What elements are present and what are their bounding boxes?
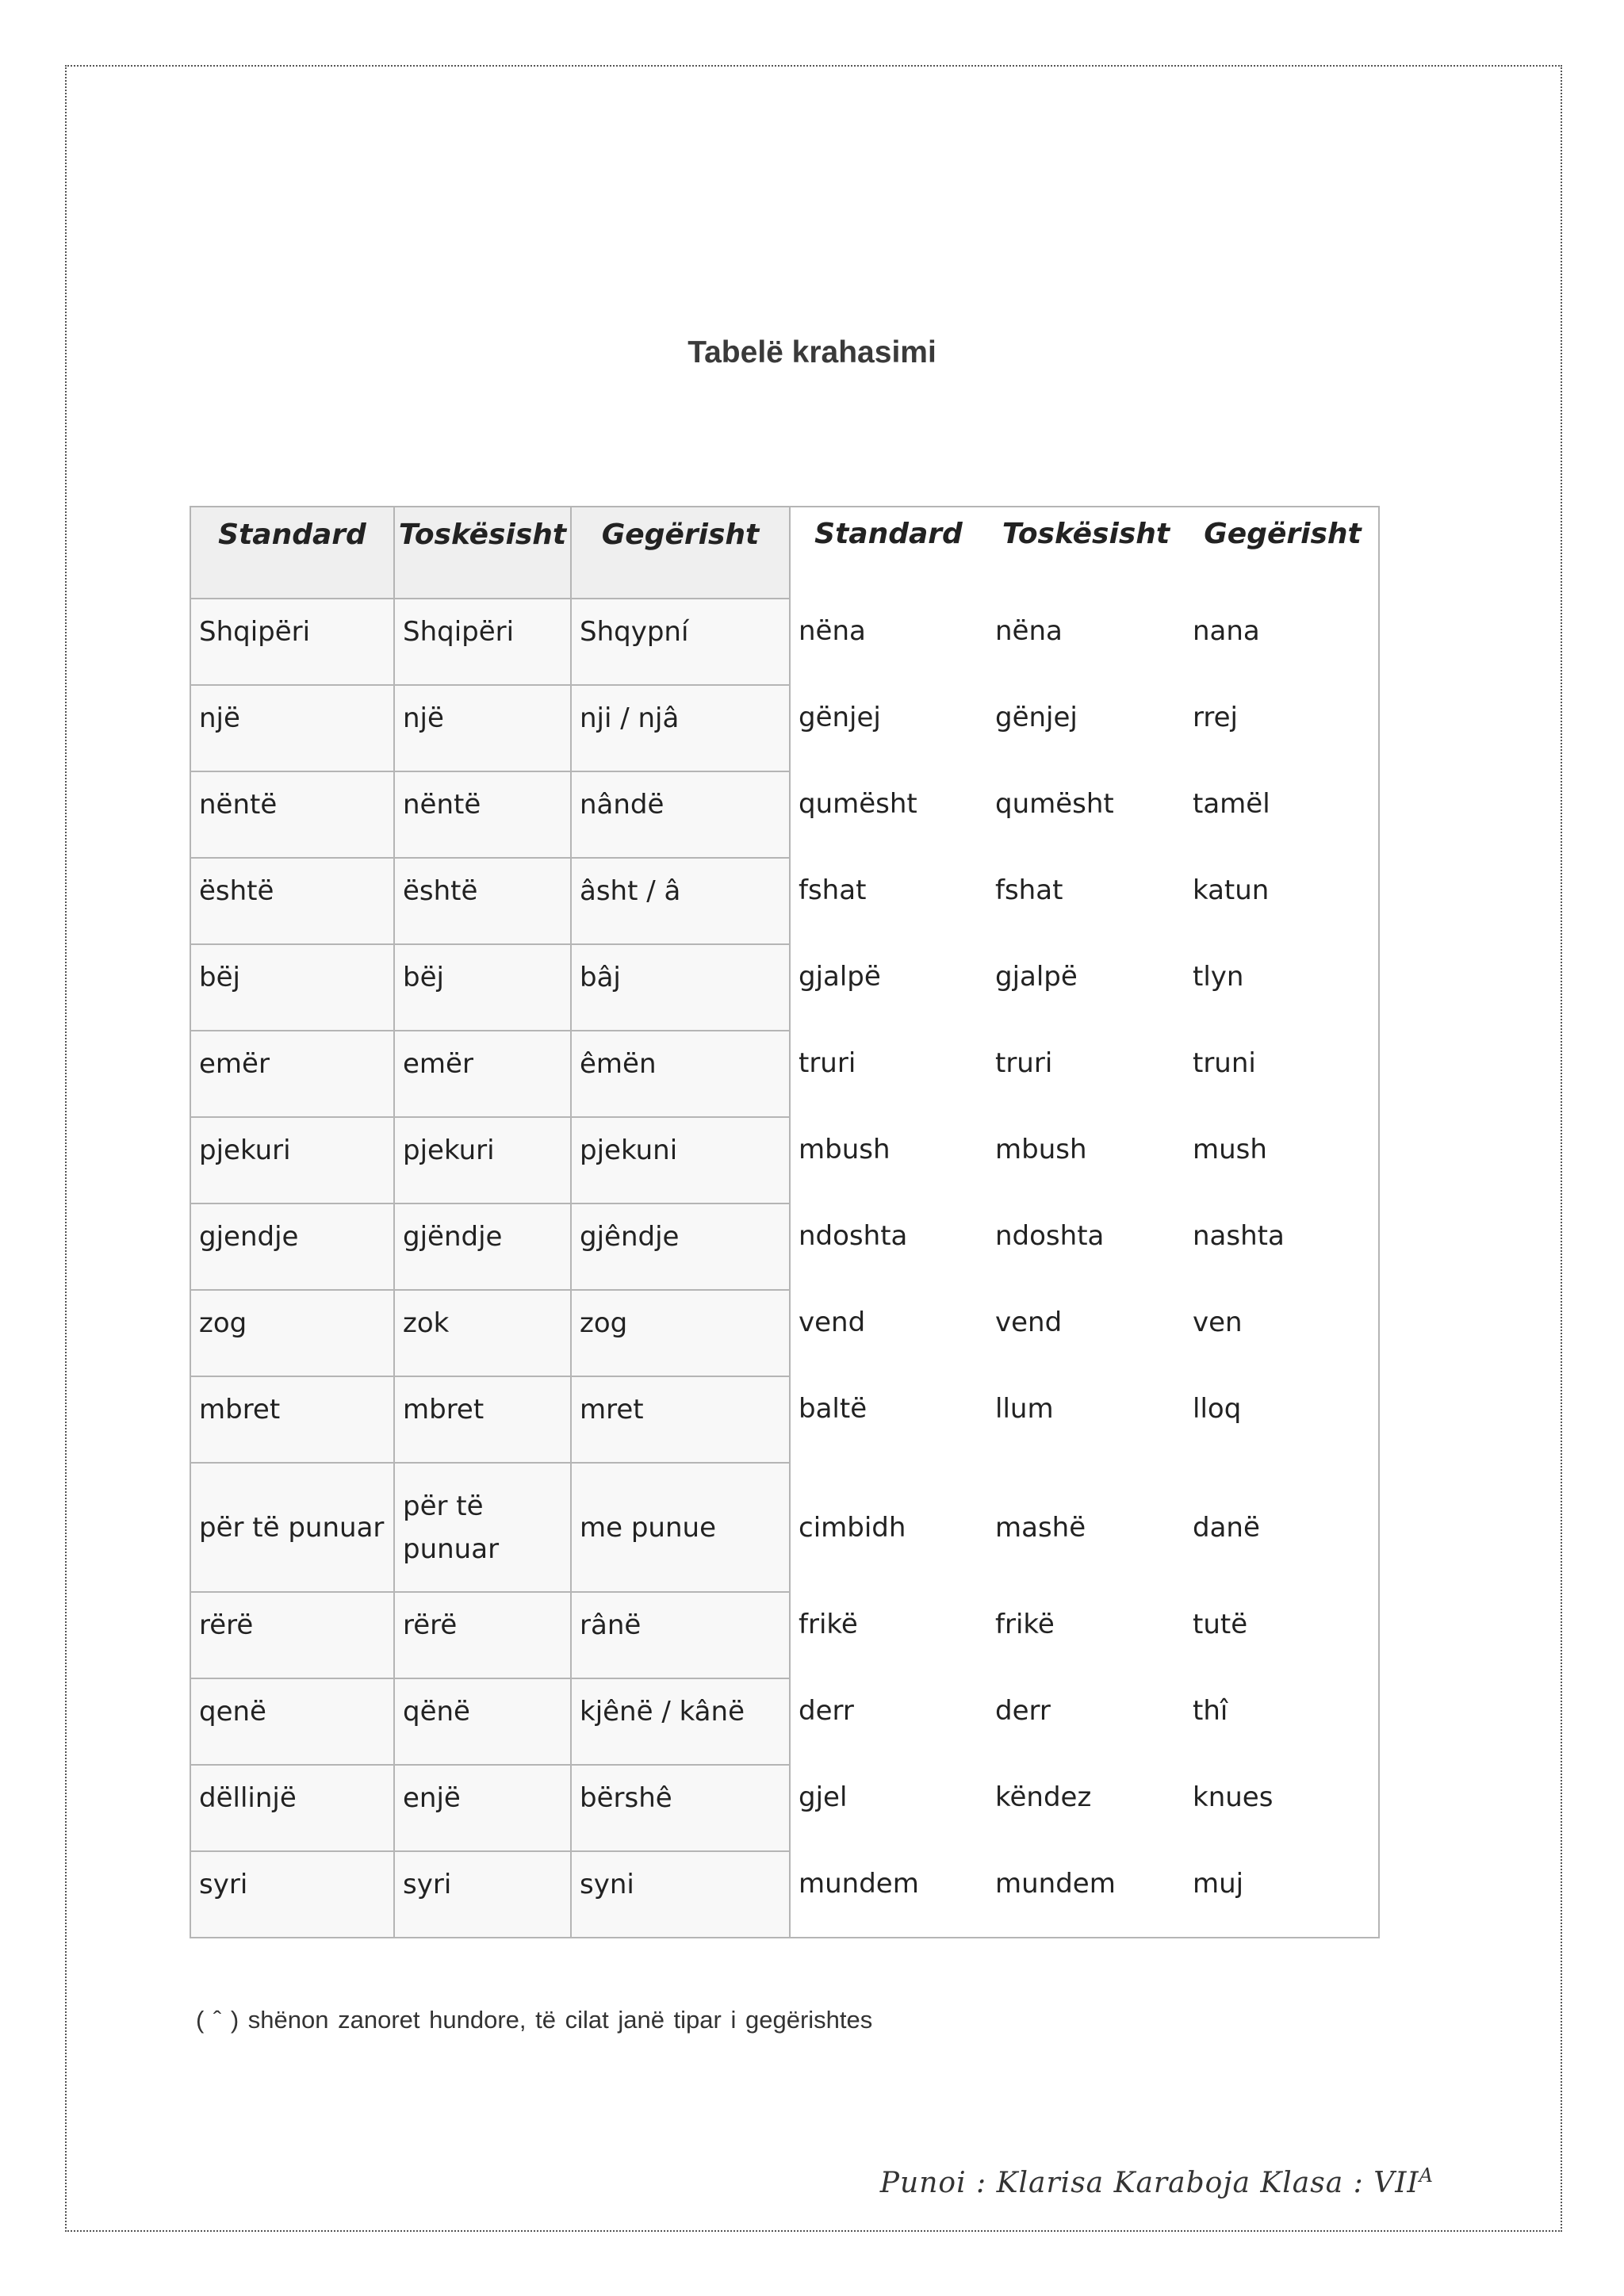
table-cell: qumësht [987,771,1185,858]
table-row [190,685,1381,771]
table-cell: gënjej [987,685,1185,771]
header-toskesisht-2: Toskësisht [987,507,1185,599]
table-row [190,1765,1381,1851]
signature-superscript: A [1419,2164,1434,2187]
table-cell: nashta [1185,1203,1381,1290]
table-row [190,1203,1381,1290]
table-cell: enjë [394,1765,571,1851]
table-row [190,944,1381,1031]
table-cell: pjekuri [190,1117,394,1203]
table-row [190,1851,1381,1938]
table-cell: mbush [987,1117,1185,1203]
table-cell: knues [1185,1765,1381,1851]
table-row [190,858,1381,944]
table-cell: mbret [394,1376,571,1463]
table-cell: gënjej [790,685,987,771]
table-cell: zog [190,1290,394,1376]
table-cell: mashë [987,1463,1185,1592]
header-gegerisht-2: Gegërisht [1185,507,1381,599]
table-cell: është [190,858,394,944]
table-cell: syri [190,1851,394,1938]
table-cell: muj [1185,1851,1381,1938]
table-cell: truni [1185,1031,1381,1117]
table-cell: llum [987,1376,1185,1463]
table-cell: për të punuar [394,1463,571,1592]
table-cell: cimbidh [790,1463,987,1592]
table-cell: për të punuar [190,1463,394,1592]
table-cell: qenë [190,1678,394,1765]
table-row [190,1376,1381,1463]
table-cell: zog [571,1290,790,1376]
table-row [190,1290,1381,1376]
table-cell: ndoshta [987,1203,1185,1290]
table-cell: bëj [394,944,571,1031]
table-cell: vend [987,1290,1185,1376]
table-cell: syni [571,1851,790,1938]
table-row [190,1678,1381,1765]
signature-text: Punoi : Klarisa Karaboja Klasa : VII [879,2167,1419,2199]
table-cell: nëntë [394,771,571,858]
table-cell: rrej [1185,685,1381,771]
table-cell: mundem [987,1851,1185,1938]
table-cell: mbret [190,1376,394,1463]
table-cell: êmën [571,1031,790,1117]
table-cell: thî [1185,1678,1381,1765]
table-cell: derr [987,1678,1185,1765]
table-cell: mush [1185,1117,1381,1203]
header-standard-2: Standard [790,507,987,599]
table-row [190,1463,1381,1592]
table-cell: fshat [987,858,1185,944]
table-cell: gjalpë [987,944,1185,1031]
table-cell: ndoshta [790,1203,987,1290]
table-cell: mret [571,1376,790,1463]
table-cell: syri [394,1851,571,1938]
table-cell: gjalpë [790,944,987,1031]
table-cell: gjëndje [394,1203,571,1290]
table-cell: Shqypní [571,599,790,685]
table-cell: kjênë / kânë [571,1678,790,1765]
table-cell: tamël [1185,771,1381,858]
table-cell: katun [1185,858,1381,944]
table-cell: truri [790,1031,987,1117]
table-cell: vend [790,1290,987,1376]
table-cell: këndez [987,1765,1185,1851]
table-cell: danë [1185,1463,1381,1592]
table-cell: zok [394,1290,571,1376]
table-row [190,771,1381,858]
table-cell: emër [190,1031,394,1117]
table-cell: rânë [571,1592,790,1678]
table-cell: bërshê [571,1765,790,1851]
table-cell: mundem [790,1851,987,1938]
table-cell: nëna [790,599,987,685]
table-cell: Shqipëri [190,599,394,685]
table-cell: nândë [571,771,790,858]
table-row [190,599,1381,685]
table-cell: gjendje [190,1203,394,1290]
table-cell: pjekuri [394,1117,571,1203]
table-cell: nji / njâ [571,685,790,771]
table-cell: fshat [790,858,987,944]
table-cell: me punue [571,1463,790,1592]
signature [880,2164,1434,2199]
table-cell: tlyn [1185,944,1381,1031]
table-cell: nana [1185,599,1381,685]
table-cell: bëj [190,944,394,1031]
table-cell: është [394,858,571,944]
header-gegerisht: Gegërisht [571,507,790,599]
table-cell: nëntë [190,771,394,858]
header-standard: Standard [190,507,394,599]
table-cell: një [190,685,394,771]
table-cell: ven [1185,1290,1381,1376]
table-cell: frikë [790,1592,987,1678]
header-toskesisht: Toskësisht [394,507,571,599]
table-row [190,1592,1381,1678]
header-row [190,507,1381,599]
table-cell: gjêndje [571,1203,790,1290]
table-cell: truri [987,1031,1185,1117]
table-cell: pjekuni [571,1117,790,1203]
table-cell: âsht / â [571,858,790,944]
table-cell: gjel [790,1765,987,1851]
table-cell: Shqipëri [394,599,571,685]
table-cell: mbush [790,1117,987,1203]
table-cell: tutë [1185,1592,1381,1678]
table-cell: derr [790,1678,987,1765]
table-cell: qumësht [790,771,987,858]
table-row [190,1117,1381,1203]
table-cell: rërë [394,1592,571,1678]
table-cell: lloq [1185,1376,1381,1463]
table-cell: emër [394,1031,571,1117]
comparison-table [190,506,1381,1938]
table-cell: një [394,685,571,771]
table-cell: bâj [571,944,790,1031]
table-cell: qënë [394,1678,571,1765]
table-cell: dëllinjë [190,1765,394,1851]
table-cell: nëna [987,599,1185,685]
table-cell: frikë [987,1592,1185,1678]
footnote: ( ˆ ) shënon zanoret hundore, të cilat janë tipar i gegërishtes [196,2006,873,2034]
table-cell: baltë [790,1376,987,1463]
table-cell: rërë [190,1592,394,1678]
table-row [190,1031,1381,1117]
page-title: Tabelë krahasimi [688,335,936,369]
